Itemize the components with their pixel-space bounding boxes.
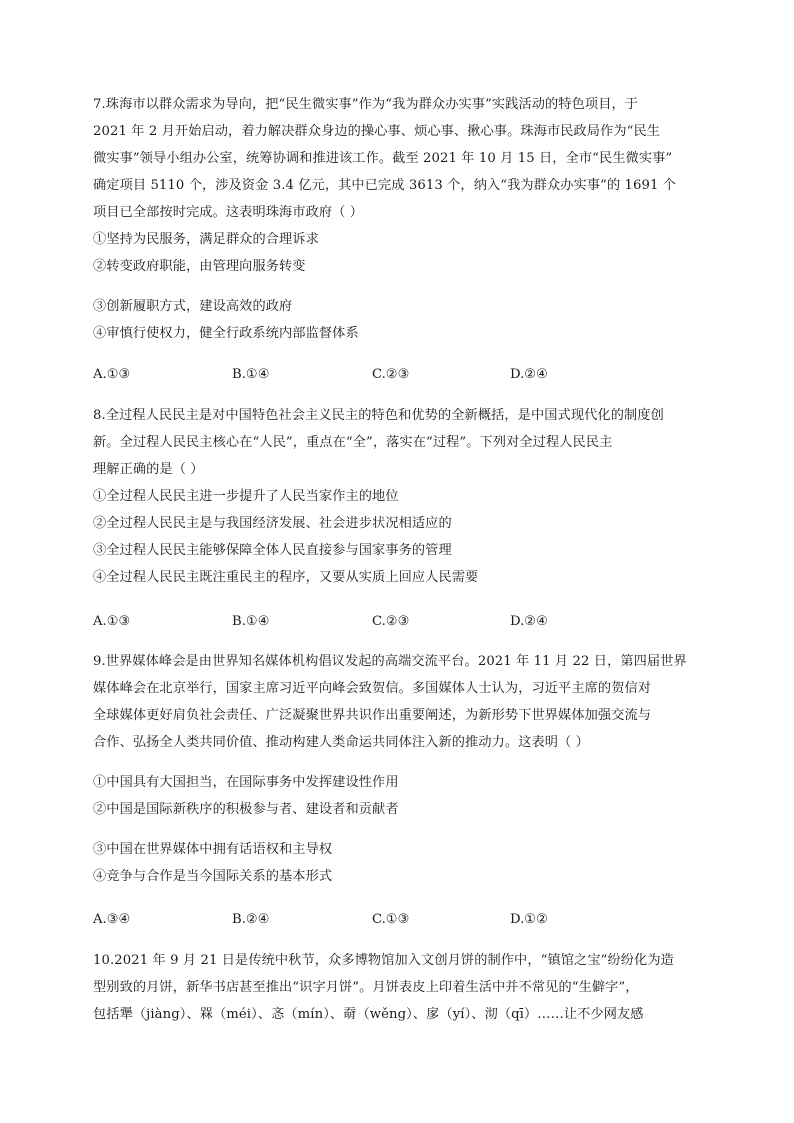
q8-choice-c: C.②③	[372, 614, 410, 629]
q8-stem-line-2: 新。全过程人民民主核心在“人民”，重点在“全”，落实在“过程”。下列对全过程人民民主	[93, 435, 613, 450]
q7-stem-line-1: 7.珠海市以群众需求为导向，把“民生微实事”作为“我为群众办实事”实践活动的特色项目，于	[93, 97, 639, 112]
q8-statement-4: ④全过程人民民主既注重民主的程序，又要从实质上回应人民需要	[93, 570, 479, 585]
q8-statement-1: ①全过程人民民主进一步提升了人民当家作主的地位	[93, 489, 399, 504]
q9-choice-b: B.②④	[232, 912, 270, 927]
q8-stem-line-1: 8.全过程人民民主是对中国特色社会主义民主的特色和优势的全新概括，是中国式现代化的制度创	[93, 408, 664, 423]
q8-choice-d: D.②④	[510, 614, 548, 629]
q7-statement-1: ①坚持为民服务，满足群众的合理诉求	[93, 232, 319, 247]
q7-statement-4: ④审慎行使权力，健全行政系统内部监督体系	[93, 326, 359, 341]
q7-choice-a: A.①③	[93, 367, 131, 382]
q9-stem-line-1: 9.世界媒体峰会是由世界知名媒体机构倡议发起的高端交流平台。2021 年 11 月 22 日，第四届世界	[93, 654, 687, 669]
q9-statement-3: ③中国在世界媒体中拥有话语权和主导权	[93, 842, 333, 857]
q8-statement-3: ③全过程人民民主能够保障全体人民直接参与国家事务的管理	[93, 543, 452, 558]
q9-choice-c: C.①③	[372, 912, 410, 927]
q10-stem-line-2: 型别致的月饼，新华书店甚至推出“识字月饼”。月饼表皮上印着生活中并不常见的“生僻字”，	[93, 980, 639, 995]
q7-statement-2: ②转变政府职能，由管理向服务转变	[93, 259, 306, 274]
q7-stem-line-5: 项目已全部按时完成。这表明珠海市政府（ ）	[93, 205, 364, 220]
q8-stem-line-3: 理解正确的是（ ）	[93, 462, 204, 477]
q10-stem-line-1: 10.2021 年 9 月 21 日是传统中秋节，众多博物馆加入文创月饼的制作中，“镇馆之宝”纷纷化为造	[93, 953, 674, 968]
q8-statement-2: ②全过程人民民主是与我国经济发展、社会进步状况相适应的	[93, 516, 452, 531]
q7-stem-line-4: 确定项目 5110 个，涉及资金 3.4 亿元，其中已完成 3613 个，纳入“我为群众办实事”的 1691 个	[93, 178, 677, 193]
q8-choice-b: B.①④	[232, 614, 270, 629]
q9-choice-d: D.①②	[510, 912, 548, 927]
q9-stem-line-4: 合作、弘扬全人类共同价值、推动构建人类命运共同体注入新的推动力。这表明（ ）	[93, 735, 589, 750]
q9-stem-line-2: 媒体峰会在北京举行，国家主席习近平向峰会致贺信。多国媒体人士认为，习近平主席的贺信对	[93, 681, 652, 696]
q7-statement-3: ③创新履职方式，建设高效的政府	[93, 299, 293, 314]
q7-stem-line-3: 微实事”领导小组办公室，统筹协调和推进该工作。截至 2021 年 10 月 15 日，全市“民生微实事”	[93, 151, 673, 166]
q8-choice-a: A.①③	[93, 614, 131, 629]
q9-statement-1: ①中国具有大国担当，在国际事务中发挥建设性作用	[93, 775, 399, 790]
q7-stem-line-2: 2021 年 2 月开始启动，着力解决群众身边的操心事、烦心事、揪心事。珠海市民政局作为“民生	[93, 124, 661, 139]
q7-choice-c: C.②③	[372, 367, 410, 382]
q7-choice-d: D.②④	[510, 367, 548, 382]
q9-statement-2: ②中国是国际新秩序的积极参与者、建设者和贡献者	[93, 802, 399, 817]
q9-stem-line-3: 全球媒体更好肩负社会责任、广泛凝聚世界共识作出重要阐述，为新形势下世界媒体加强交流与	[93, 708, 652, 723]
q10-stem-line-3: 包括犟（jiàng）、槑（méi）、忞（mín）、奣（wěng）、扅（yí）、沏（qī）……让不少网友感	[93, 1007, 644, 1022]
q9-statement-4: ④竞争与合作是当今国际关系的基本形式	[93, 869, 333, 884]
q7-choice-b: B.①④	[232, 367, 270, 382]
q9-choice-a: A.③④	[93, 912, 131, 927]
